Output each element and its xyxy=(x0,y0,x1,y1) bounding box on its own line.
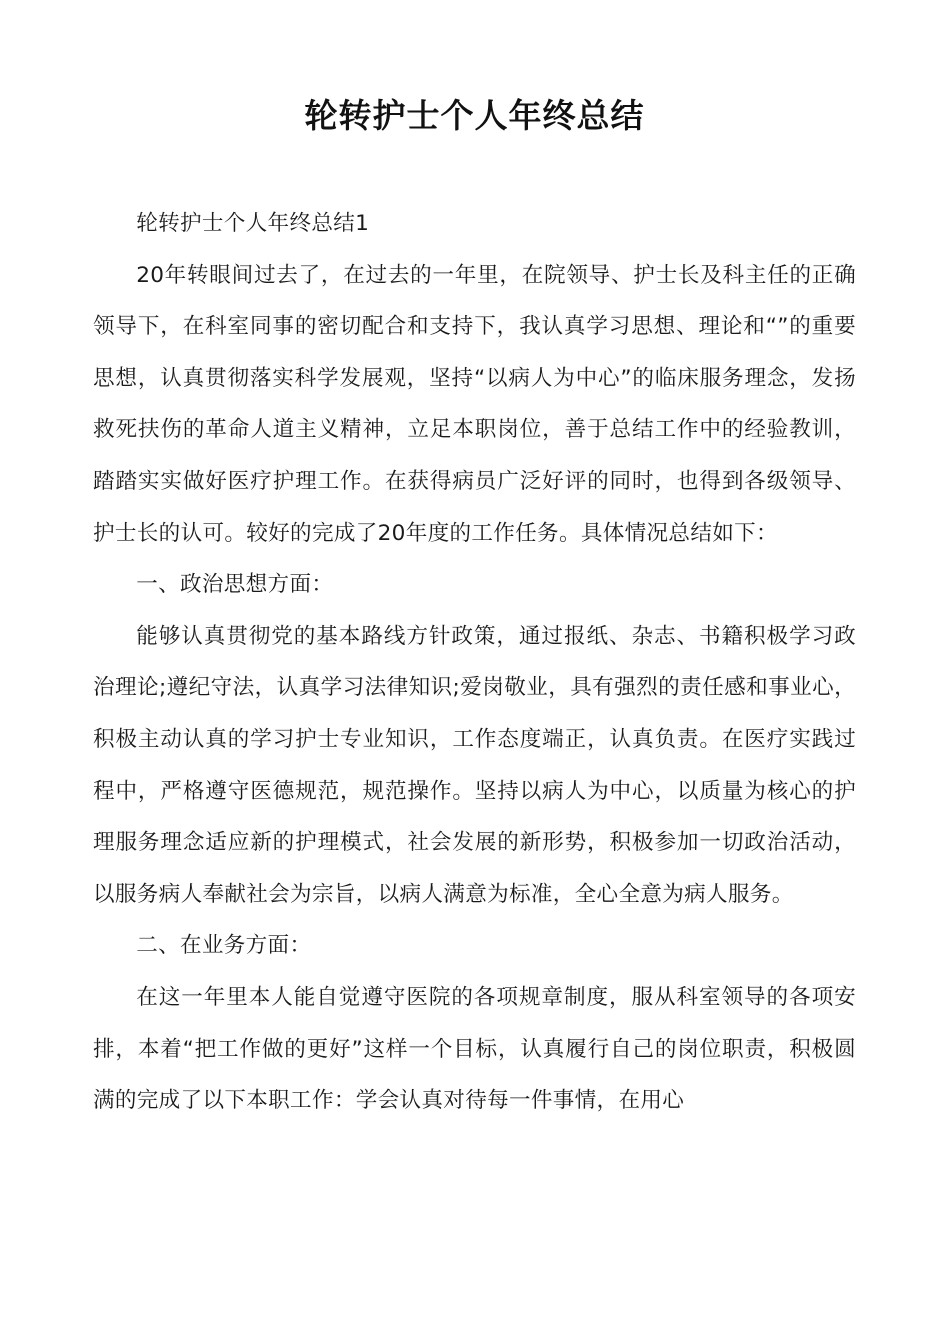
body-paragraph: 能够认真贯彻党的基本路线方针政策，通过报纸、杂志、书籍积极学习政治理论;遵纪守法，认真学习法律知识;爱岗敬业，具有强烈的责任感和事业心，积极主动认真的学习护士专业知识，工作态度端正，认真负责。在医疗实践过程中，严格遵守医德规范，规范操作。坚持以病人为中心，以质量为核心的护理服务理念适应新的护理模式，社会发展的新形势，积极参加一切政治活动，以服务病人奉献社会为宗旨，以病人满意为标准，全心全意为病人服务。 xyxy=(93,623,856,907)
body-paragraph: 20年转眼间过去了，在过去的一年里，在院领导、护士长及科主任的正确领导下，在科室同事的密切配合和支持下，我认真学习思想、理论和“”的重要思想，认真贯彻落实科学发展观，坚持“以病人为中心”的临床服务理念，发扬救死扶伤的革命人道主义精神，立足本职岗位，善于总结工作中的经验教训，踏踏实实做好医疗护理工作。在获得病员广泛好评的同时，也得到各级领导、护士长的认可。较好的完成了20年度的工作任务。具体情况总结如下： xyxy=(93,262,856,546)
body-paragraph: 在这一年里本人能自觉遵守医院的各项规章制度，服从科室领导的各项安排，本着“把工作做的更好”这样一个目标，认真履行自己的岗位职责，积极圆满的完成了以下本职工作：学会认真对待每一件事情，在用心 xyxy=(93,984,856,1114)
section-heading: 一、政治思想方面： xyxy=(136,572,334,598)
section-heading: 二、在业务方面： xyxy=(136,933,312,959)
document-body xyxy=(93,198,856,1127)
document-title: 轮转护士个人年终总结 xyxy=(304,96,645,135)
section-heading: 轮转护士个人年终总结1 xyxy=(136,211,370,236)
